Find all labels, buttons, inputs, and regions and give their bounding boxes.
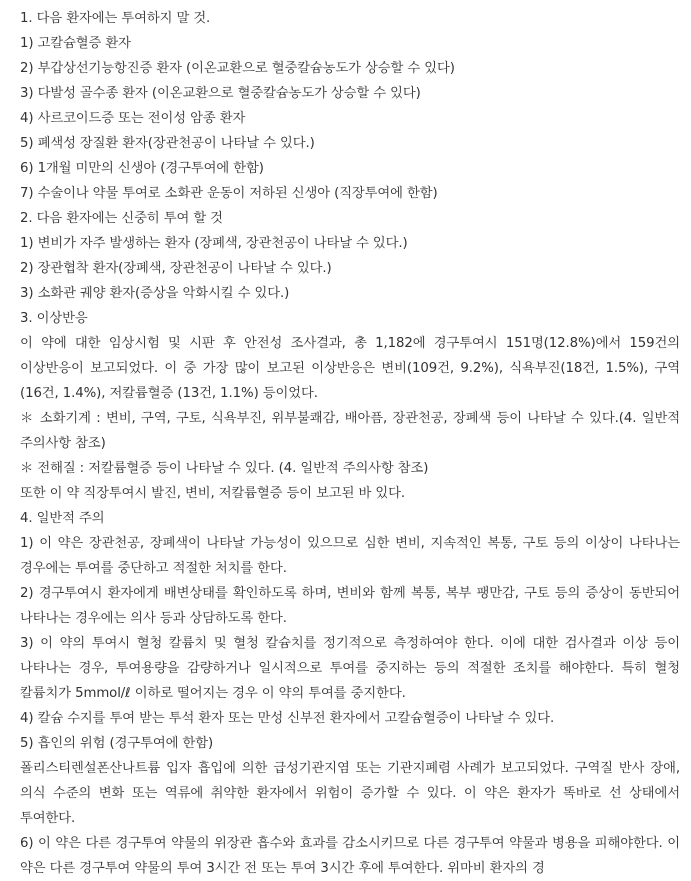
paragraph: 이 약에 대한 임상시험 및 시판 후 안전성 조사결과, 총 1,182에 경구투여시 151명(12.8%)에서 159건의 이상반응이 보고되었다. 이 중 가장 많이 보고된 이상반응은 변비(109건, 9.2%), 식욕부진(18건, 1.5%), 구역(16건, 1.4%), 저칼륨혈증 (13건, 1.1%) 등이었다. — [20, 336, 680, 401]
paragraph: 폴리스티렌설폰산나트륨 입자 흡입에 의한 급성기관지염 또는 기관지폐렴 사례가 보고되었다. 구역질 반사 장애, 의식 수준의 변화 또는 역류에 취약한 환자에서 위험이 증가할 수 있다. 이 약은 환자가 똑바로 선 상태에서 투여한다. — [20, 761, 680, 826]
list-item: 1) 이 약은 장관천공, 장폐색이 나타날 가능성이 있으므로 심한 변비, 지속적인 복통, 구토 등의 이상이 나타나는 경우에는 투여를 중단하고 적절한 처치를 한다. — [20, 536, 680, 576]
list-item: 4) 사르코이드증 또는 전이성 암종 환자 — [20, 111, 246, 126]
paragraph: 또한 이 약 직장투여시 발진, 변비, 저칼륨혈증 등이 보고된 바 있다. — [20, 486, 406, 501]
list-item: 6) 이 약은 다른 경구투여 약물의 위장관 흡수와 효과를 감소시키므로 다른 경구투여 약물과 병용을 피해야한다. 이 약은 다른 경구투여 약물의 투여 3시간 전 또는 투여 3시간 후에 투여한다. 위마비 환자의 경 — [20, 836, 680, 876]
list-item: 4) 칼슘 수지를 투여 받는 투석 환자 또는 만성 신부전 환자에서 고칼슘혈증이 나타날 수 있다. — [20, 711, 555, 726]
list-item: ＊ 소화기계 : 변비, 구역, 구토, 식욕부진, 위부불쾌감, 배아픔, 장관천공, 장폐색 등이 나타날 수 있다.(4. 일반적 주의사항 참조) — [20, 411, 680, 451]
list-item: 1) 변비가 자주 발생하는 환자 (장폐색, 장관천공이 나타날 수 있다.) — [20, 236, 408, 251]
list-item: 3) 다발성 골수종 환자 (이온교환으로 혈중칼슘농도가 상승할 수 있다) — [20, 86, 421, 101]
list-item: 2) 부갑상선기능항진증 환자 (이온교환으로 혈중칼슘농도가 상승할 수 있다) — [20, 61, 455, 76]
list-item: 2) 경구투여시 환자에게 배변상태를 확인하도록 하며, 변비와 함께 복통, 복부 팽만감, 구토 등의 증상이 동반되어 나타나는 경우에는 의사 등과 상담하도록 한다. — [20, 586, 680, 626]
list-item: 5) 폐색성 장질환 환자(장관천공이 나타날 수 있다.) — [20, 136, 315, 151]
heading-adverse-reactions: 3. 이상반응 — [20, 311, 88, 326]
list-item: 1) 고칼슘혈증 환자 — [20, 36, 131, 51]
list-item: 5) 흡인의 위험 (경구투여에 한함) — [20, 736, 214, 751]
heading-careful-administration: 2. 다음 환자에는 신중히 투여 할 것 — [20, 211, 223, 226]
list-item: 7) 수술이나 약물 투여로 소화관 운동이 저하된 신생아 (직장투여에 한함) — [20, 186, 438, 201]
document-body — [20, 6, 680, 881]
heading-contraindications: 1. 다음 환자에는 투여하지 말 것. — [20, 11, 211, 26]
list-item: 2) 장관협착 환자(장폐색, 장관천공이 나타날 수 있다.) — [20, 261, 332, 276]
list-item: 6) 1개월 미만의 신생아 (경구투여에 한함) — [20, 161, 264, 176]
list-item: 3) 소화관 궤양 환자(증상을 악화시킬 수 있다.) — [20, 286, 290, 301]
heading-general-precautions: 4. 일반적 주의 — [20, 511, 105, 526]
list-item: ＊ 전해질 : 저칼륨혈증 등이 나타날 수 있다. (4. 일반적 주의사항 참조) — [20, 461, 429, 476]
list-item: 3) 이 약의 투여시 혈청 칼륨치 및 혈청 칼슘치를 정기적으로 측정하여야 한다. 이에 대한 검사결과 이상 등이 나타나는 경우, 투여용량을 감량하거나 일시적으로 투여를 중지하는 등의 적절한 조치를 해야한다. 특히 혈청 칼륨치가 5mmol/ℓ 이하로 떨어지는 경우 이 약의 투여를 중지한다. — [20, 636, 680, 701]
